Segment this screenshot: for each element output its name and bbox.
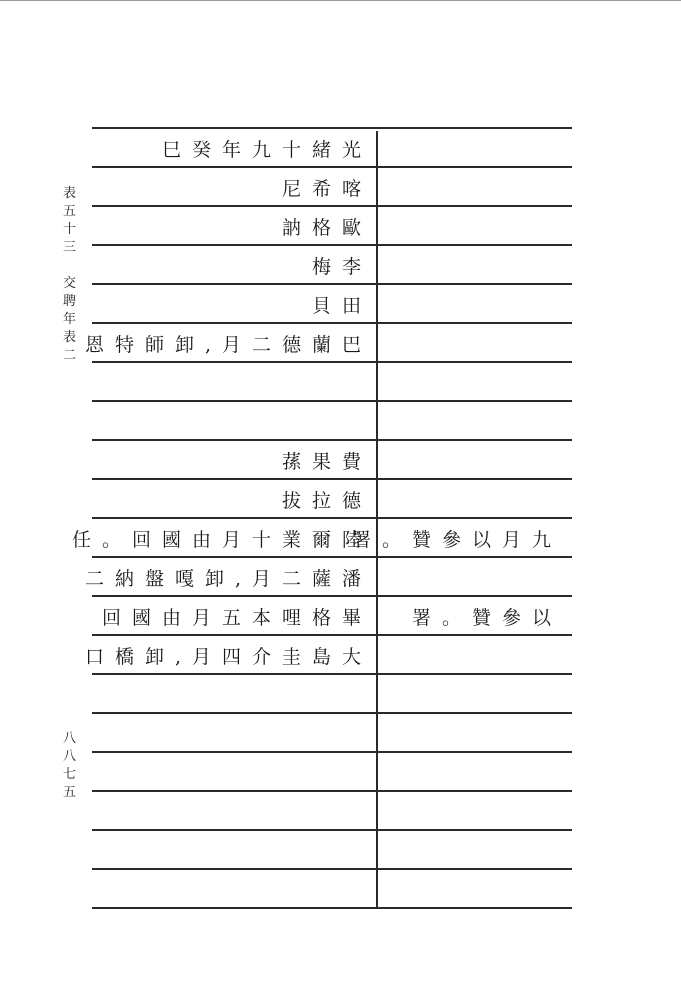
page-number-char: 五 (62, 785, 77, 800)
left-cell (98, 480, 372, 519)
right-cell (388, 597, 566, 636)
page-number-vertical (58, 730, 82, 802)
left-cell (98, 675, 372, 714)
left-cell-text: 巳癸年九十緒光 (161, 139, 372, 161)
table-row (92, 870, 572, 909)
right-cell (388, 870, 566, 909)
right-cell (388, 441, 566, 480)
left-cell (98, 597, 372, 636)
right-cell (388, 207, 566, 246)
table-row (92, 363, 572, 402)
table-row (92, 129, 572, 168)
left-cell (71, 519, 372, 558)
table-row (84, 636, 572, 675)
side-title-char: 二 (62, 348, 77, 363)
left-cell (98, 831, 372, 870)
left-cell-text: 訥格歐 (281, 217, 372, 239)
left-cell (98, 402, 372, 441)
side-title-char: 十 (62, 222, 77, 237)
right-cell-text: 署。贊參以 (411, 607, 562, 629)
table-row (71, 519, 572, 558)
side-title-char: 聘 (62, 294, 77, 309)
table-row (92, 207, 572, 246)
left-cell (98, 753, 372, 792)
left-cell-text: 梅李 (311, 256, 372, 278)
side-title-char: 五 (62, 204, 77, 219)
side-title-char: 三 (62, 240, 77, 255)
left-cell-text: 任。回國由月十業爾陸 (71, 529, 372, 551)
table-row (92, 285, 572, 324)
right-cell (388, 324, 566, 363)
chronology-table (71, 127, 572, 912)
left-cell-text: 二納盤嘎卸,月二薩潘 (84, 568, 372, 590)
left-cell-text: 恩特師卸,月二德蘭巴 (84, 334, 372, 356)
left-cell (84, 636, 372, 675)
table-row (84, 324, 572, 363)
page-number-char: 八 (62, 749, 77, 764)
right-cell (388, 480, 566, 519)
right-cell (388, 831, 566, 870)
page-top-edge (0, 0, 681, 1)
side-title-char: 表 (62, 330, 77, 345)
left-cell-text: 口橋卸,月四介圭島大 (84, 646, 372, 668)
right-cell (388, 714, 566, 753)
side-title-char: 年 (62, 312, 77, 327)
page-number-char: 七 (62, 767, 77, 782)
table-row (92, 792, 572, 831)
side-title-vertical (58, 185, 82, 365)
left-cell-text: 回國由月五本哩格畢 (101, 607, 372, 629)
right-cell (388, 753, 566, 792)
page-number-char: 八 (62, 731, 77, 746)
table-row (92, 480, 572, 519)
right-cell (388, 246, 566, 285)
right-cell (388, 636, 566, 675)
right-cell (388, 675, 566, 714)
table-row (92, 675, 572, 714)
right-cell (388, 363, 566, 402)
left-cell (98, 285, 372, 324)
table-row (92, 714, 572, 753)
table-row (84, 558, 572, 597)
right-cell-text: 署。贊參以月九 (351, 529, 562, 551)
side-title-char: 交 (62, 276, 77, 291)
left-cell (98, 246, 372, 285)
table-row (92, 246, 572, 285)
table-row (92, 831, 572, 870)
side-title-char: 表 (62, 186, 77, 201)
left-cell (98, 363, 372, 402)
right-cell (388, 129, 566, 168)
left-cell (98, 714, 372, 753)
left-cell (98, 441, 372, 480)
table-row (92, 168, 572, 207)
right-cell (351, 519, 566, 558)
left-cell (98, 870, 372, 909)
left-cell (98, 168, 372, 207)
right-cell (388, 792, 566, 831)
table-row (92, 402, 572, 441)
left-cell-text: 蓀果費 (281, 451, 372, 473)
left-cell-text: 貝田 (311, 295, 372, 317)
left-cell (98, 129, 372, 168)
left-cell (84, 558, 372, 597)
table-row (92, 753, 572, 792)
left-cell (98, 792, 372, 831)
right-cell (388, 285, 566, 324)
left-cell-text: 尼希喀 (281, 178, 372, 200)
table-row (92, 597, 572, 636)
left-cell (84, 324, 372, 363)
right-cell (388, 168, 566, 207)
right-cell (388, 558, 566, 597)
right-cell (388, 402, 566, 441)
table-row (92, 441, 572, 480)
left-cell (98, 207, 372, 246)
left-cell-text: 拔拉德 (281, 490, 372, 512)
